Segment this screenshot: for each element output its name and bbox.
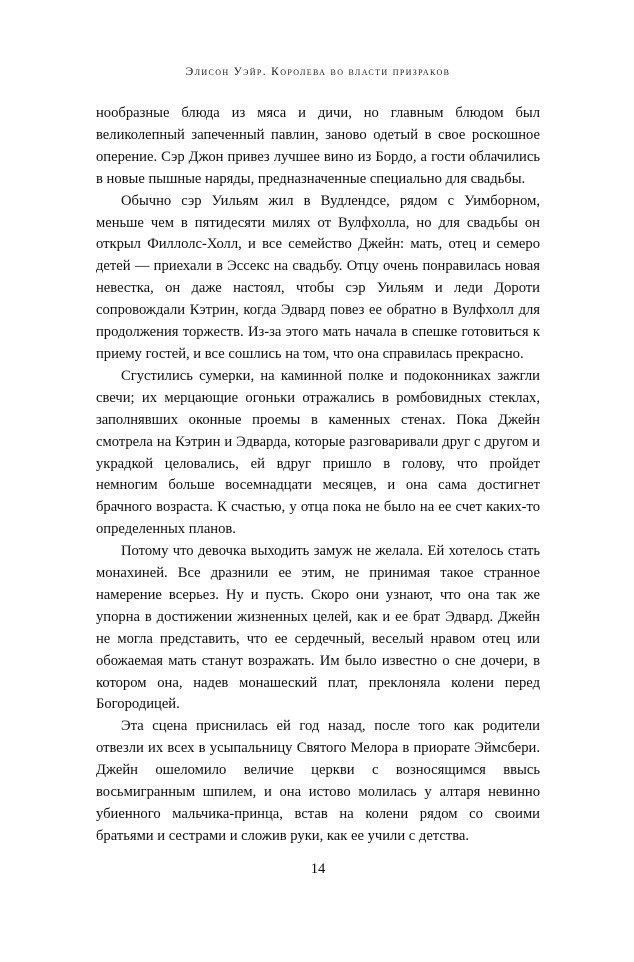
paragraph: Обычно сэр Уильям жил в Вудлендсе, рядом с Уимборном, меньше чем в пятидесяти милях от Вулфхолла, но для свадьбы он открыл Филлолс-Холл, и все семейство Джейн: мать, отец и семеро детей — приехали в Эссекс на свадьбу. Отцу очень понравилась новая невестка, он даже настоял, чтобы сэр Уильям и леди Дороти сопровождали Кэтрин, когда Эдвард повез ее обратно в Вулфхолл для продолжения торжеств. Из-за этого мать начала в спешке готовиться к приему гостей, и все сошлись на том, что она справилась прекрасно. <box>96 192 540 362</box>
paragraph: Потому что девочка выходить замуж не желала. Ей хотелось стать монахиней. Все дразнили ее этим, не принимая такое странное намерение всерьез. Ну и пусть. Скоро они узнают, что она так же упорна в достижении жизненных целей, как и ее брат Эдвард. Джейн не могла представить, что ее сердечный, веселый нравом отец или обожаемая мать станут возражать. Им было известно о сне дочери, в котором она, надев монашеский плат, преклоняла колени перед Богородицей. <box>96 543 540 713</box>
running-head: Элисон Уэйр. Королева во власти призраков <box>185 66 451 78</box>
paragraph: нообразные блюда из мяса и дичи, но главным блюдом был великолепный запеченный павлин, заново одетый в свое роскошное оперение. Сэр Джон привез лучшее вино из Бордо, а гости облачились в новые пышные наряды, предназначенные специально для свадьбы. <box>96 105 540 187</box>
page-number: 14 <box>310 861 326 877</box>
paragraph: Сгустились сумерки, на каминной полке и подоконниках зажгли свечи; их мерцающие огоньки отражались в ромбовидных стеклах, заполнявших оконные проемы в каменных стенах. Пока Джейн смотрела на Кэтрин и Эдварда, которые разговаривали друг с другом и украдкой целовались, ей вдруг пришло в голову, что пройдет немногим больше восемнадцати месяцев, и она сама достигнет брачного возраста. К счастью, у отца пока не было на ее счет каких-то определенных планов. <box>96 367 540 538</box>
body-text <box>96 103 540 848</box>
paragraph: Эта сцена приснилась ей год назад, после того как родители отвезли их всех в усыпальницу Святого Мелора в приорате Эймсбери. Джейн ошеломило величие церкви с возносящимся ввысь восьмигранным шпилем, и она истово молилась у алтаря невинно убиенного мальчика-принца, встав на колени рядом со своими братьями и сестрами и сложив руки, как ее учили с детства. <box>96 718 540 844</box>
